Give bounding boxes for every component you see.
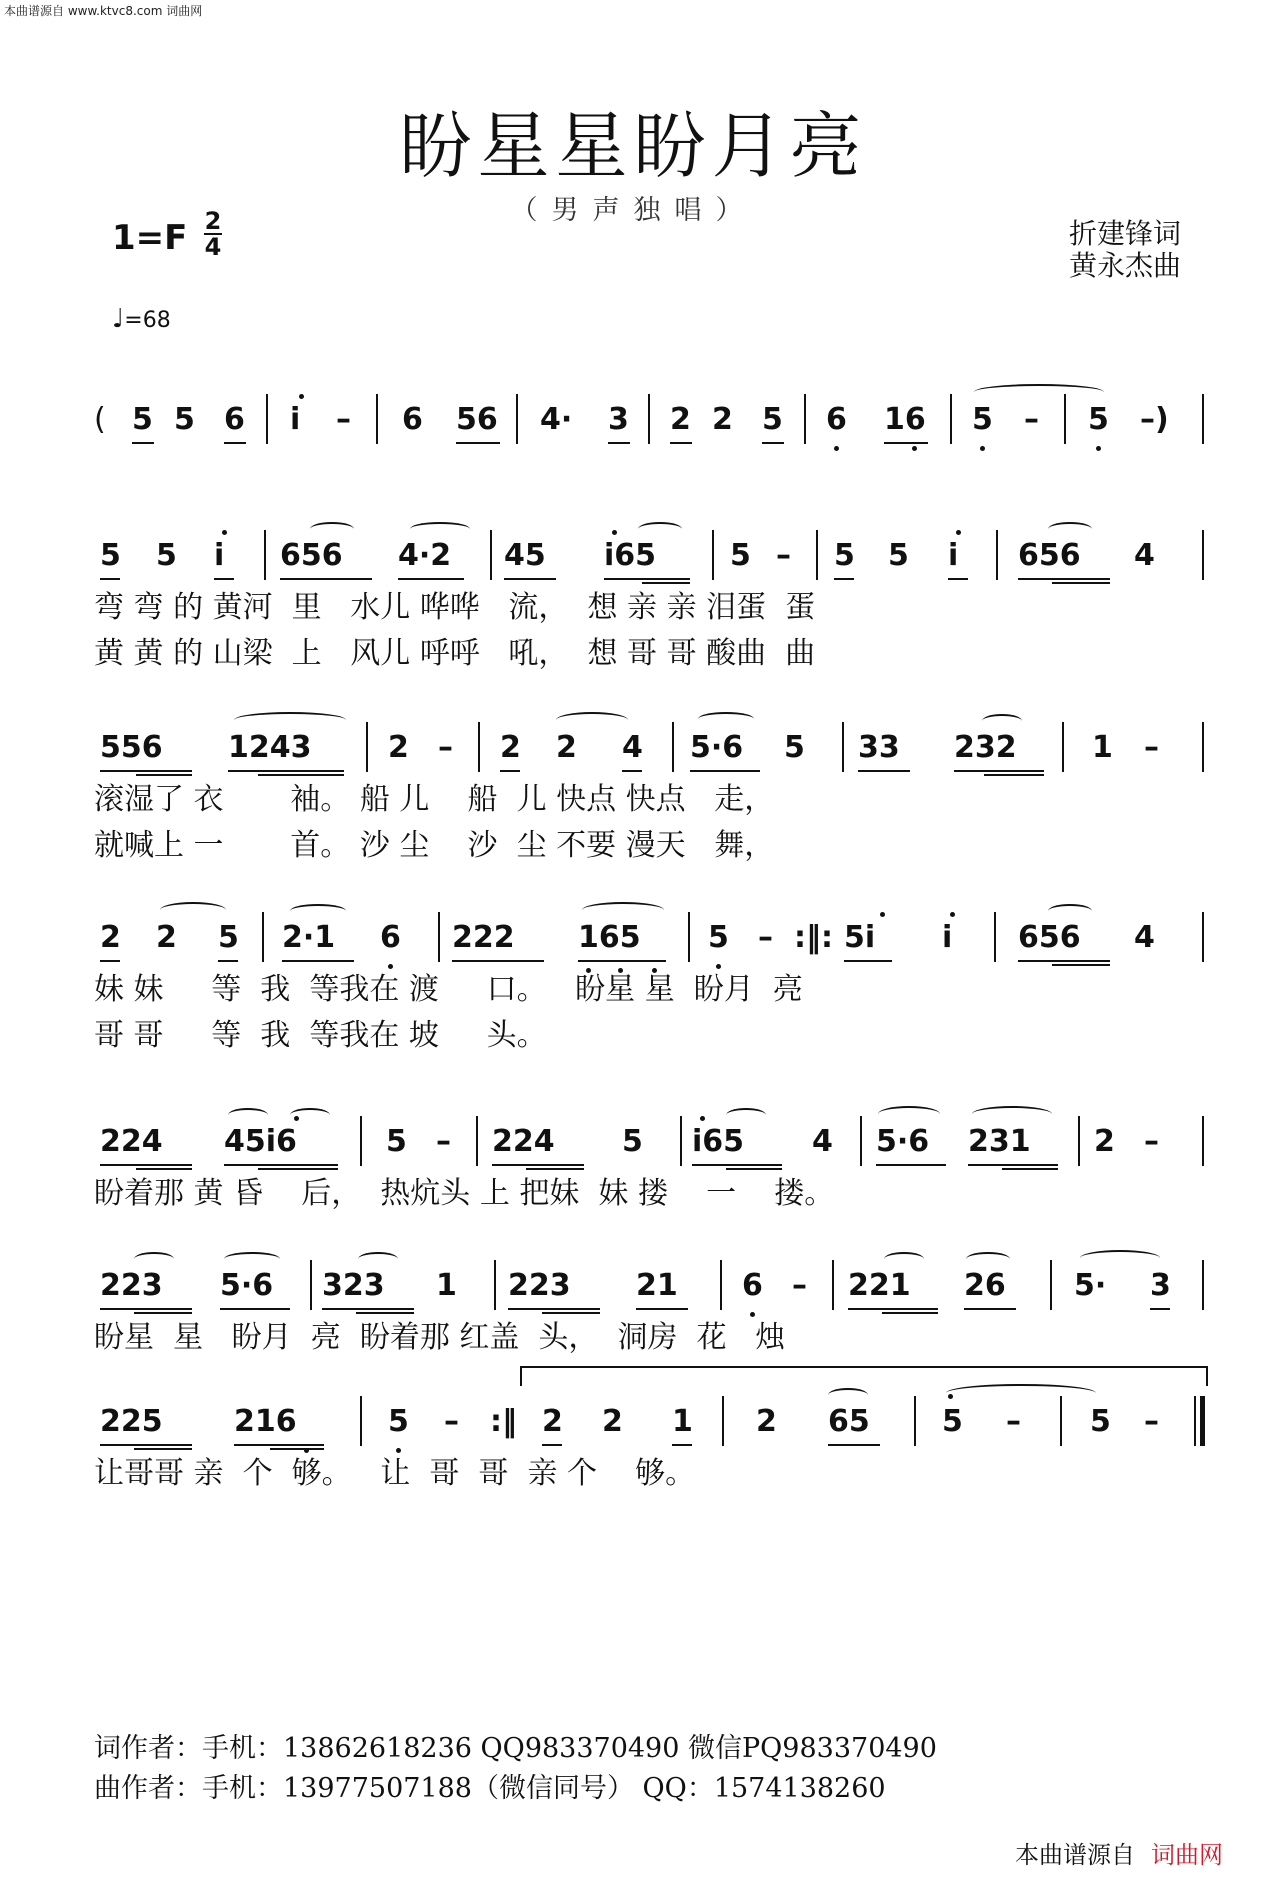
- system-3-lyric-1: 妹 妹 等 我 等我在 渡 口。 盼星 星 盼月 亮: [94, 972, 803, 1007]
- time-signature-top: 2: [204, 207, 222, 235]
- system-3-notes: 2 2 5 2·1 6 222 165 5 – :‖: 5i i 656 4: [94, 906, 1206, 966]
- system-5-lyric-1: 盼星 星 盼月 亮 盼着那 红盖 头， 洞房 花 烛: [94, 1320, 786, 1355]
- system-6: [94, 1390, 1206, 1500]
- composer: 黄永杰曲: [1068, 249, 1181, 282]
- system-1-lyric-1: 弯 弯 的 黄河 里 水儿 哗哗 流， 想 亲 亲 泪蛋 蛋: [94, 590, 816, 625]
- system-3: [94, 906, 1206, 1056]
- intro-notes: ( 5 5 6 i – 6 56 4· 3 2 2 5 6 16 5 – 5 –): [94, 388, 1206, 448]
- system-4-lyric-1: 盼着那 黄 昏 后， 热炕头 上 把妹 妹 搂 一 搂。: [94, 1176, 835, 1211]
- key-signature: 1=F: [112, 218, 188, 258]
- system-4: [94, 1110, 1206, 1220]
- volta-bracket: [520, 1366, 1208, 1386]
- tempo-marking: [112, 304, 171, 334]
- lyricist: 折建锋词: [1068, 217, 1181, 250]
- intro-line: [94, 388, 1206, 448]
- system-6-lyric-1: 让哥哥 亲 个 够。 让 哥 哥 亲 个 够。: [94, 1456, 696, 1491]
- system-5: [94, 1254, 1206, 1364]
- credits: [1069, 218, 1181, 282]
- quarter-note-icon: ♩: [112, 304, 125, 334]
- song-subtitle: （男声独唱）: [510, 195, 757, 226]
- system-2: [94, 716, 1206, 866]
- lyricist-contact: 词作者：手机：13862618236 QQ983370490 微信PQ983370490: [94, 1733, 937, 1764]
- system-6-notes: 225 216 5 – :‖ 2 2 1 2 65 5 – 5 –: [94, 1390, 1206, 1450]
- top-watermark: 本曲谱源自 www.ktvc8.com 词曲网: [4, 4, 203, 18]
- system-3-lyric-2: 哥 哥 等 我 等我在 坡 头。: [94, 1018, 547, 1053]
- system-1-notes: 5 5 i 656 4·2 45 i65 5 – 5 5 i 656 4: [94, 524, 1206, 584]
- watermark-site-logo[interactable]: 词曲网: [1151, 1841, 1223, 1869]
- watermark-source: 本曲谱源自: [1015, 1841, 1135, 1869]
- system-5-notes: 223 5·6 323 1 223 21 6 – 221 26 5· 3: [94, 1254, 1206, 1314]
- system-1: [94, 524, 1206, 674]
- time-signature: [204, 209, 222, 259]
- bottom-watermark: [1015, 1835, 1223, 1870]
- system-2-lyric-1: 滚湿了 衣 袖。 船 儿 船 儿 快点 快点 走，: [94, 782, 775, 817]
- song-title: 盼星星盼月亮: [399, 104, 868, 188]
- system-1-lyric-2: 黄 黄 的 山梁 上 风儿 呼呼 吼， 想 哥 哥 酸曲 曲: [94, 636, 816, 671]
- system-2-lyric-2: 就喊上 一 首。 沙 尘 沙 尘 不要 漫天 舞，: [94, 828, 775, 863]
- composer-contact: 曲作者：手机：13977507188（微信同号） QQ：1574138260: [94, 1773, 886, 1804]
- time-signature-bottom: 4: [204, 233, 222, 261]
- system-2-notes: 556 1243 2 – 2 2 4 5·6 5 33 232 1 –: [94, 716, 1206, 776]
- tempo-value: =68: [124, 308, 171, 333]
- system-4-notes: 224 45i6 5 – 224 5 i65 4 5·6 231 2 –: [94, 1110, 1206, 1170]
